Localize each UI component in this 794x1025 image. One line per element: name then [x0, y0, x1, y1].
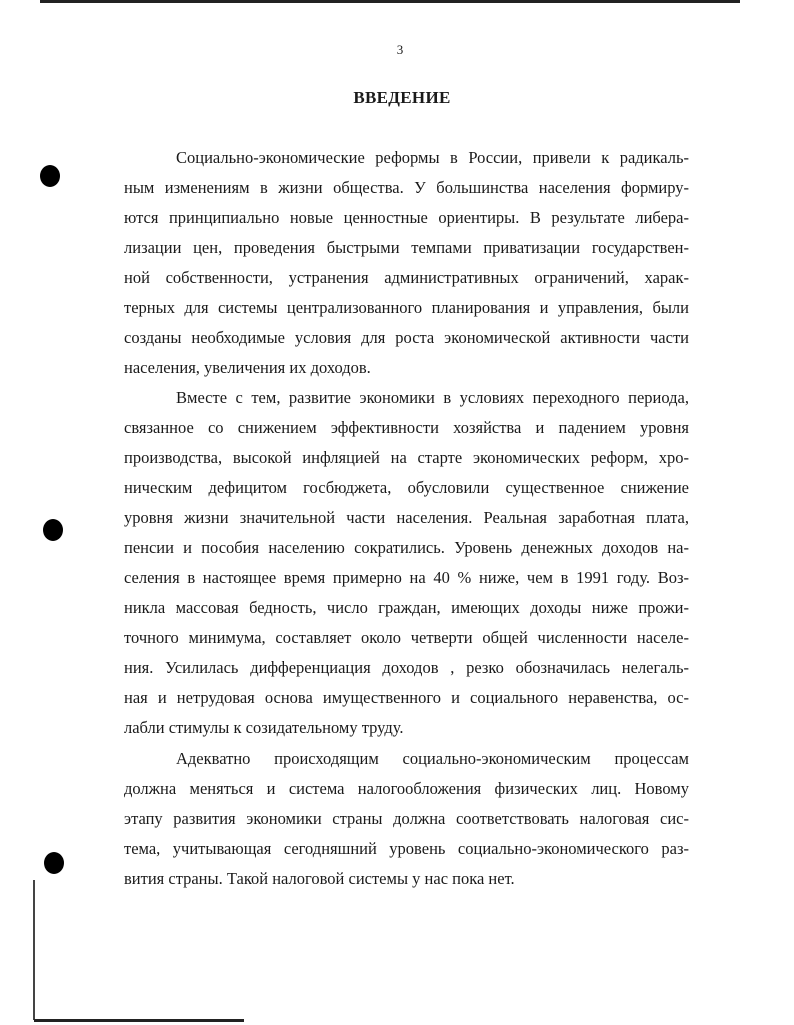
- scan-bottom-edge: [34, 1019, 244, 1022]
- text-line: должна меняться и система налогообложения физических лиц. Новому: [124, 779, 689, 798]
- paragraph-2: [124, 383, 689, 743]
- text-line: вития страны. Такой налоговой системы у нас пока нет.: [124, 869, 515, 888]
- text-line: лизации цен, проведения быстрыми темпами приватизации государствен-: [124, 238, 689, 257]
- text-line: ная и нетрудовая основа имущественного и социального неравенства, ос-: [124, 688, 689, 707]
- punch-hole-mark: [40, 165, 60, 187]
- punch-hole-mark: [44, 852, 64, 874]
- text-line: ным изменениям в жизни общества. У большинства населения формиру-: [124, 178, 689, 197]
- page-number: 3: [396, 42, 404, 57]
- paragraph-3: [124, 744, 689, 894]
- text-line: этапу развития экономики страны должна соответствовать налоговая сис-: [124, 809, 689, 828]
- text-line: лабли стимулы к созидательному труду.: [124, 718, 404, 737]
- text-line: уровня жизни значительной части населения. Реальная заработная плата,: [124, 508, 689, 527]
- text-line: производства, высокой инфляцией на старте экономических реформ, хро-: [124, 448, 689, 467]
- text-line: никла массовая бедность, число граждан, имеющих доходы ниже прожи-: [124, 598, 689, 617]
- text-line: ются принципиально новые ценностные ориентиры. В результате либера-: [124, 208, 689, 227]
- text-line: ной собственности, устранения административных ограничений, харак-: [124, 268, 689, 287]
- text-line: ническим дефицитом госбюджета, обусловили существенное снижение: [124, 478, 689, 497]
- text-line: созданы необходимые условия для роста экономической активности части: [124, 328, 689, 347]
- paragraph-1: [124, 143, 689, 383]
- text-line: пенсии и пособия населению сократились. Уровень денежных доходов на-: [124, 538, 689, 557]
- scan-top-edge: [40, 0, 740, 3]
- text-line: ния. Усилилась дифференциация доходов , резко обозначилась нелегаль-: [124, 658, 689, 677]
- text-line: населения, увеличения их доходов.: [124, 358, 371, 377]
- text-line: точного минимума, составляет около четверти общей численности населе-: [124, 628, 689, 647]
- page-title: ВВЕДЕНИЕ: [353, 88, 451, 107]
- text-line: терных для системы централизованного планирования и управления, были: [124, 298, 689, 317]
- scan-left-edge: [33, 880, 35, 1020]
- text-line: Адекватно происходящим социально-экономическим процессам: [176, 749, 689, 768]
- text-line: селения в настоящее время примерно на 40 % ниже, чем в 1991 году. Воз-: [124, 568, 689, 587]
- text-line: связанное со снижением эффективности хозяйства и падением уровня: [124, 418, 689, 437]
- punch-hole-mark: [43, 519, 63, 541]
- text-line: Вместе с тем, развитие экономики в условиях переходного периода,: [176, 388, 689, 407]
- text-line: Социально-экономические реформы в России, привели к радикаль-: [176, 148, 689, 167]
- text-line: тема, учитывающая сегодняшний уровень социально-экономического раз-: [124, 839, 689, 858]
